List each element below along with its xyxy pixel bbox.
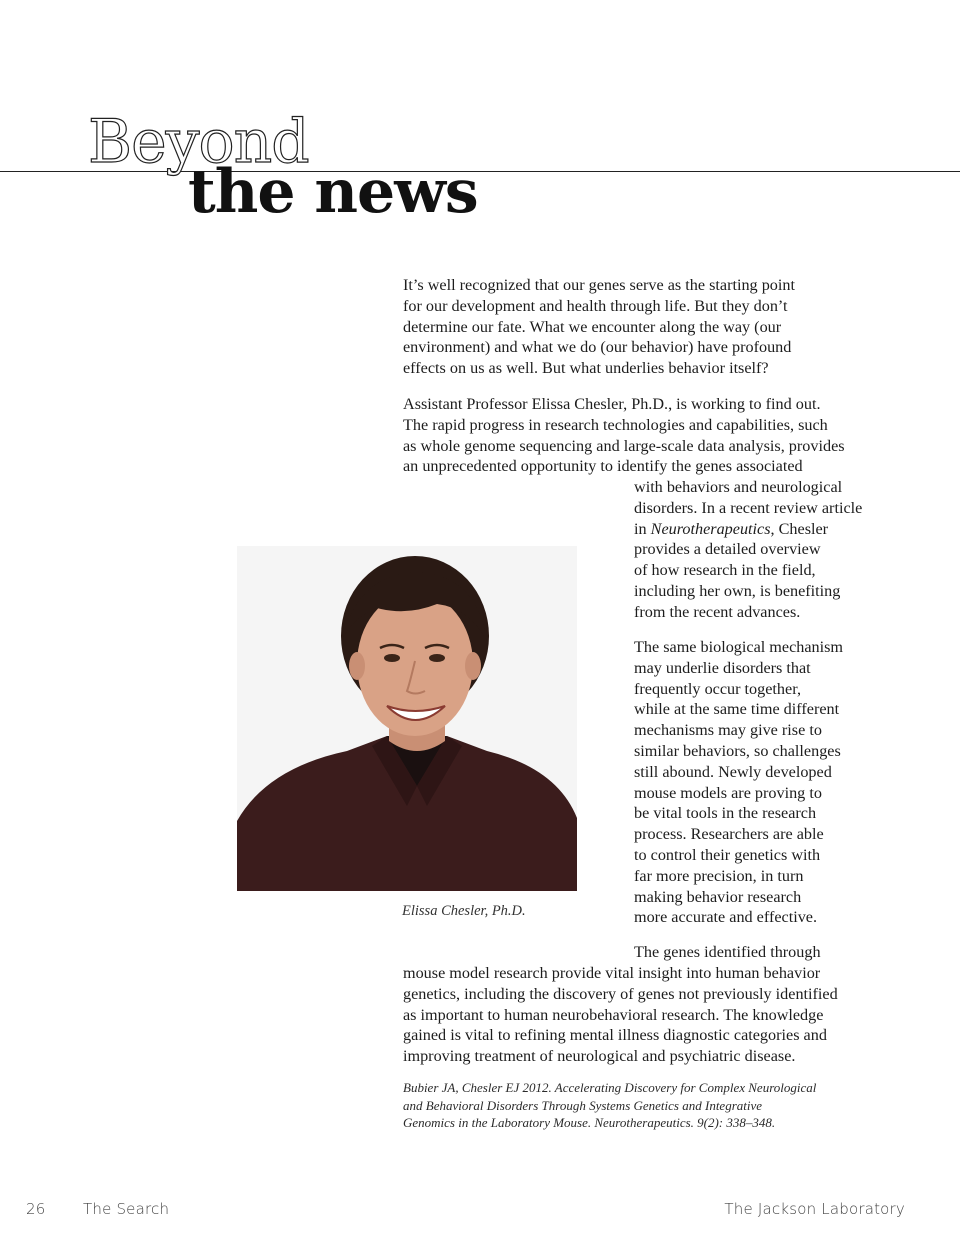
text-line: The genes identified through [634, 943, 821, 961]
citation [403, 1079, 843, 1132]
text-line: provides a detailed overview [634, 540, 821, 559]
paragraph-chesler-continued [634, 477, 894, 623]
paragraph-mechanism [634, 637, 884, 928]
text-line: mouse models are proving to [634, 783, 822, 802]
text-line: It’s well recognized that our genes serve as the starting point [403, 276, 795, 294]
photo-caption: Elissa Chesler, Ph.D. [402, 903, 526, 919]
journal-name: Neurotherapeutics [650, 519, 771, 538]
text-line: similar behaviors, so challenges [634, 741, 841, 760]
portrait-photo [237, 546, 577, 891]
text-line: to control their genetics with [634, 845, 821, 864]
text-line: frequently occur together, [634, 679, 801, 698]
text-line: determine our fate. What we encounter along the way (our [403, 317, 782, 336]
publication-name: The Search [83, 1200, 170, 1218]
text-line: including her own, is benefiting [634, 581, 841, 600]
text-in: in [634, 519, 651, 538]
text-line: improving treatment of neurological and psychiatric disease. [403, 1047, 796, 1066]
text-line: far more precision, in turn [634, 866, 804, 885]
portrait-illustration [237, 546, 577, 891]
text-line: effects on us as well. But what underlies behavior itself? [403, 359, 769, 378]
title-beyond: Beyond [88, 107, 309, 177]
text-line: from the recent advances. [634, 602, 801, 621]
text-line: still abound. Newly developed [634, 762, 832, 781]
text-line: mouse model research provide vital insight into human behavior [403, 964, 821, 982]
text-line: disorders. In a recent review article [634, 498, 863, 517]
text-line: of how research in the field, [634, 561, 816, 580]
text-line: be vital tools in the research [634, 804, 817, 823]
citation-line: Genomics in the Laboratory Mouse. Neurotherapeutics. 9(2): 338–348. [403, 1115, 776, 1130]
text-line: as important to human neurobehavioral research. The knowledge [403, 1005, 824, 1024]
title-the-news: the news [188, 157, 478, 227]
text-line: mechanisms may give rise to [634, 721, 822, 740]
text-line: for our development and health through life. But they don’t [403, 296, 788, 315]
text-line: Assistant Professor Elissa Chesler, Ph.D., is working to find out. [403, 395, 821, 413]
text-line: more accurate and effective. [634, 908, 818, 927]
citation-line: and Behavioral Disorders Through Systems Genetics and Integrative [403, 1097, 763, 1113]
text-line: as whole genome sequencing and large-scale data analysis, provides [403, 436, 845, 455]
paragraph-chesler [403, 394, 878, 477]
text-after-journal: , Chesler [770, 519, 829, 538]
paragraph-genes-lead [634, 942, 894, 963]
organization-name: The Jackson Laboratory [724, 1200, 905, 1218]
text-line: genetics, including the discovery of genes not previously identified [403, 984, 838, 1003]
text-line: environment) and what we do (our behavior) have profound [403, 338, 792, 357]
paragraph-genes [403, 963, 883, 1067]
text-line: while at the same time different [634, 700, 840, 719]
citation-line: Bubier JA, Chesler EJ 2012. Accelerating Discovery for Complex Neurological [403, 1080, 817, 1095]
text-line-journal [634, 519, 894, 540]
text-line: making behavior research [634, 887, 802, 906]
text-line: process. Researchers are able [634, 825, 824, 844]
text-line: may underlie disorders that [634, 658, 811, 677]
text-line: an unprecedented opportunity to identify the genes associated [403, 457, 803, 476]
text-line: The rapid progress in research technologies and capabilities, such [403, 415, 828, 434]
text-line: with behaviors and neurological [634, 478, 843, 496]
paragraph-intro [403, 275, 873, 379]
page-number: 26 [26, 1200, 46, 1218]
text-line: gained is vital to refining mental illness diagnostic categories and [403, 1026, 827, 1045]
text-line: The same biological mechanism [634, 638, 844, 656]
